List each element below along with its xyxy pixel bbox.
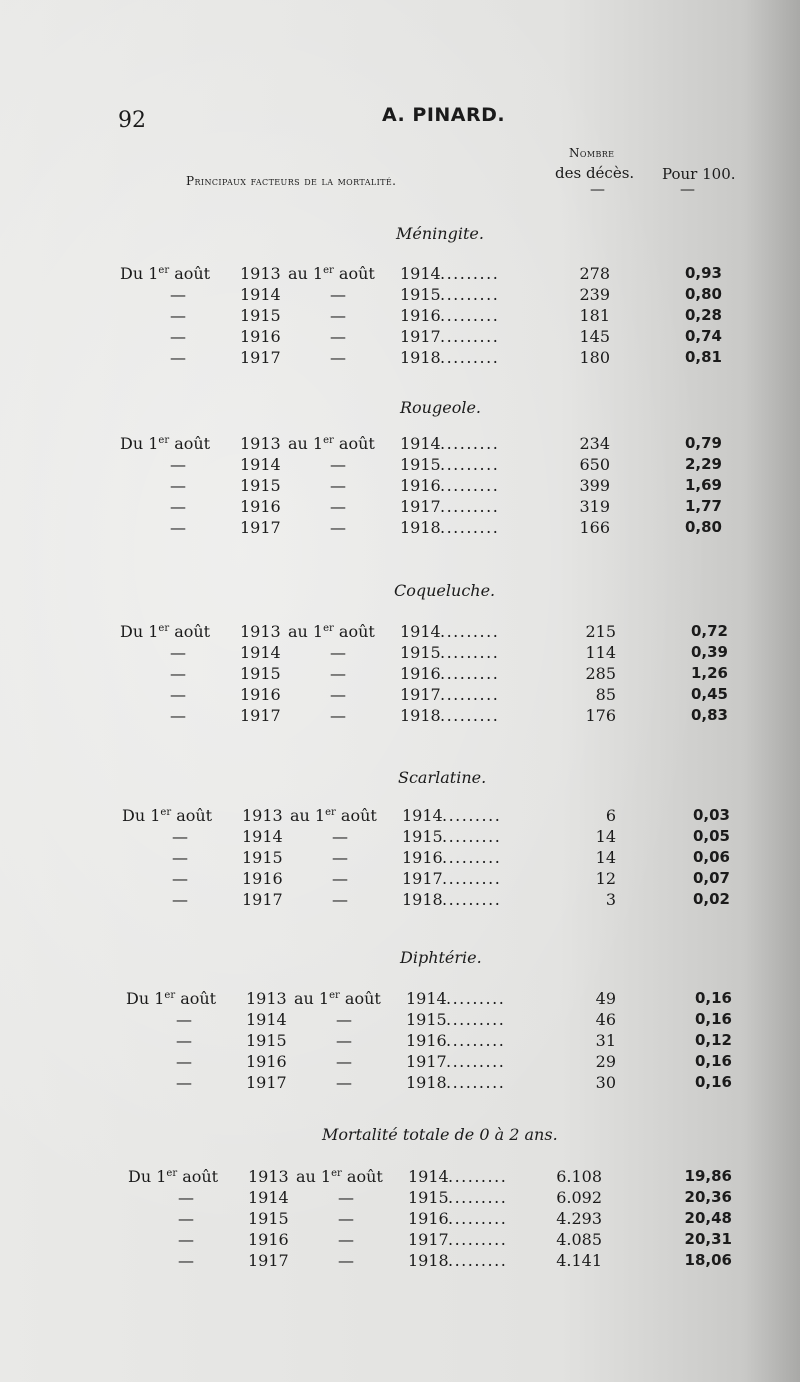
percent-value: 0,83 [690, 706, 728, 724]
dot-leader: ......... [440, 497, 500, 516]
year-from: 1913 [242, 806, 283, 825]
year-from: 1916 [242, 869, 283, 888]
ditto-dash: — [330, 285, 346, 304]
ditto-dash: — [170, 664, 186, 683]
ordinal-sup: er [158, 265, 170, 276]
dot-leader: ......... [446, 1031, 506, 1050]
percent-value: 1,69 [684, 476, 722, 494]
ditto-dash: — [170, 455, 186, 474]
ditto-dash: — [176, 1010, 192, 1029]
year-from: 1917 [248, 1251, 289, 1270]
year-to: 1918 [400, 348, 441, 367]
au-label: au 1 [288, 264, 324, 283]
death-count: 4.141 [556, 1251, 602, 1270]
table-row [0, 455, 800, 477]
percent-value: 0,05 [692, 827, 730, 845]
year-to: 1915 [406, 1010, 447, 1029]
year-from: 1913 [240, 264, 281, 283]
period-start-prefix [128, 1167, 218, 1186]
death-count: 29 [595, 1052, 616, 1071]
table-row [0, 643, 800, 665]
table-row [0, 518, 800, 540]
au-label: au 1 [288, 434, 324, 453]
table-row [0, 706, 800, 728]
year-from: 1916 [240, 497, 281, 516]
ditto-dash: — [332, 869, 348, 888]
year-to: 1915 [400, 455, 441, 474]
ditto-dash: — [172, 890, 188, 909]
ditto-dash: — [332, 848, 348, 867]
dot-leader: ......... [442, 806, 502, 825]
ditto-dash: — [172, 827, 188, 846]
table-row [0, 848, 800, 870]
ditto-dash: — [330, 685, 346, 704]
dot-leader: ......... [446, 1052, 506, 1071]
ditto-dash: — [178, 1230, 194, 1249]
month-label: août [333, 434, 375, 453]
year-to: 1917 [400, 685, 441, 704]
year-to: 1916 [400, 306, 441, 325]
section-title: Scarlatine. [398, 768, 487, 787]
percent-value: 0,45 [690, 685, 728, 703]
percent-value: 1,77 [684, 497, 722, 515]
table-row [0, 306, 800, 328]
death-count: 145 [579, 327, 610, 346]
count-column-header-line2: des décès. [555, 164, 635, 182]
ditto-dash: — [338, 1188, 354, 1207]
percent-value: 0,16 [694, 1073, 732, 1091]
death-count: 278 [579, 264, 610, 283]
ditto-dash: — [338, 1230, 354, 1249]
month-label: août [333, 264, 375, 283]
percent-value: 0,03 [692, 806, 730, 824]
percent-value: 0,80 [684, 285, 722, 303]
period-end-prefix [294, 989, 381, 1008]
year-to: 1918 [402, 890, 443, 909]
dot-leader: ......... [448, 1167, 508, 1186]
year-from: 1914 [240, 643, 281, 662]
death-count: 215 [585, 622, 616, 641]
death-count: 319 [579, 497, 610, 516]
dot-leader: ......... [448, 1188, 508, 1207]
dot-leader: ......... [448, 1251, 508, 1270]
death-count: 285 [585, 664, 616, 683]
dot-leader: ......... [440, 285, 500, 304]
percent-value: 0,28 [684, 306, 722, 324]
death-count: 180 [579, 348, 610, 367]
ditto-dash: — [330, 476, 346, 495]
period-start-prefix [120, 434, 210, 453]
ordinal-sup: er [323, 435, 334, 446]
ditto-dash: — [330, 497, 346, 516]
table-row [0, 1251, 800, 1273]
au-label: au 1 [294, 989, 330, 1008]
percent-value: 0,72 [690, 622, 728, 640]
ditto-dash: — [170, 327, 186, 346]
month-label: août [169, 434, 211, 453]
table-row [0, 622, 800, 644]
year-from: 1916 [248, 1230, 289, 1249]
ditto-dash: — [330, 348, 346, 367]
period-start-prefix [120, 264, 210, 283]
ordinal-sup: er [329, 990, 340, 1001]
au-label: au 1 [296, 1167, 332, 1186]
table-row [0, 1167, 800, 1189]
year-to: 1915 [400, 285, 441, 304]
year-to: 1918 [400, 706, 441, 725]
ditto-dash: — [170, 643, 186, 662]
year-from: 1914 [246, 1010, 287, 1029]
year-to: 1918 [406, 1073, 447, 1092]
ditto-dash: — [176, 1052, 192, 1071]
year-from: 1913 [240, 434, 281, 453]
percent-value: 0,16 [694, 1052, 732, 1070]
count-header-rule: — [590, 180, 605, 198]
ordinal-sup: er [323, 265, 334, 276]
year-from: 1917 [246, 1073, 287, 1092]
dot-leader: ......... [446, 1073, 506, 1092]
table-row [0, 806, 800, 828]
dot-leader: ......... [440, 476, 500, 495]
du-label: Du 1 [128, 1167, 167, 1186]
du-label: Du 1 [120, 264, 159, 283]
period-end-prefix [288, 622, 375, 641]
year-to: 1915 [408, 1188, 449, 1207]
ditto-dash: — [336, 1010, 352, 1029]
year-from: 1917 [240, 518, 281, 537]
year-to: 1914 [400, 434, 441, 453]
death-count: 176 [585, 706, 616, 725]
ditto-dash: — [330, 327, 346, 346]
ditto-dash: — [330, 455, 346, 474]
ditto-dash: — [336, 1031, 352, 1050]
du-label: Du 1 [120, 434, 159, 453]
year-from: 1915 [240, 306, 281, 325]
year-to: 1914 [402, 806, 443, 825]
period-start-prefix [120, 622, 210, 641]
year-to: 1914 [400, 622, 441, 641]
du-label: Du 1 [126, 989, 165, 1008]
ditto-dash: — [170, 306, 186, 325]
year-from: 1917 [240, 706, 281, 725]
ditto-dash: — [338, 1209, 354, 1228]
percent-value: 0,06 [692, 848, 730, 866]
year-from: 1915 [246, 1031, 287, 1050]
percent-value: 0,16 [694, 989, 732, 1007]
dot-leader: ......... [440, 327, 500, 346]
dot-leader: ......... [440, 664, 500, 683]
percent-value: 20,48 [684, 1209, 732, 1227]
percent-value: 20,31 [684, 1230, 732, 1248]
percent-value: 0,12 [694, 1031, 732, 1049]
month-label: août [171, 806, 213, 825]
percent-value: 0,02 [692, 890, 730, 908]
ditto-dash: — [332, 827, 348, 846]
ditto-dash: — [170, 706, 186, 725]
percent-value: 20,36 [684, 1188, 732, 1206]
count-column-header-line1: Nombre [569, 146, 615, 160]
table-row [0, 869, 800, 891]
percent-value: 0,79 [684, 434, 722, 452]
percent-value: 0,74 [684, 327, 722, 345]
page-number: 92 [118, 108, 146, 133]
death-count: 49 [595, 989, 616, 1008]
year-from: 1915 [240, 664, 281, 683]
percent-value: 19,86 [684, 1167, 732, 1185]
period-end-prefix [288, 434, 375, 453]
year-from: 1916 [246, 1052, 287, 1071]
year-to: 1918 [400, 518, 441, 537]
month-label: août [339, 989, 381, 1008]
year-to: 1916 [406, 1031, 447, 1050]
year-to: 1916 [400, 664, 441, 683]
dot-leader: ......... [440, 643, 500, 662]
year-from: 1916 [240, 327, 281, 346]
running-head: A. PINARD. [382, 104, 506, 126]
section-title: Diphtérie. [400, 948, 482, 967]
percent-value: 0,16 [694, 1010, 732, 1028]
table-row [0, 497, 800, 519]
percent-value: 2,29 [684, 455, 722, 473]
death-count: 6 [605, 806, 616, 825]
ditto-dash: — [178, 1188, 194, 1207]
year-from: 1915 [242, 848, 283, 867]
year-to: 1917 [400, 497, 441, 516]
year-from: 1915 [248, 1209, 289, 1228]
year-from: 1913 [246, 989, 287, 1008]
table-row [0, 434, 800, 456]
death-count: 12 [595, 869, 616, 888]
ordinal-sup: er [323, 623, 334, 634]
year-from: 1917 [240, 348, 281, 367]
dot-leader: ......... [440, 348, 500, 367]
death-count: 3 [605, 890, 616, 909]
ordinal-sup: er [164, 990, 176, 1001]
dot-leader: ......... [442, 869, 502, 888]
dot-leader: ......... [440, 434, 500, 453]
year-to: 1917 [406, 1052, 447, 1071]
table-row [0, 1188, 800, 1210]
ditto-dash: — [170, 285, 186, 304]
ditto-dash: — [338, 1251, 354, 1270]
death-count: 166 [579, 518, 610, 537]
year-to: 1917 [402, 869, 443, 888]
percent-value: 0,39 [690, 643, 728, 661]
ditto-dash: — [178, 1209, 194, 1228]
year-to: 1918 [408, 1251, 449, 1270]
death-count: 650 [579, 455, 610, 474]
table-row [0, 1073, 800, 1095]
table-row [0, 1052, 800, 1074]
percent-value: 0,07 [692, 869, 730, 887]
dot-leader: ......... [442, 890, 502, 909]
dot-leader: ......... [448, 1209, 508, 1228]
period-end-prefix [288, 264, 375, 283]
month-label: août [335, 806, 377, 825]
death-count: 234 [579, 434, 610, 453]
year-from: 1914 [248, 1188, 289, 1207]
month-label: août [169, 622, 211, 641]
section-title: Rougeole. [400, 398, 481, 417]
ditto-dash: — [330, 643, 346, 662]
ditto-dash: — [170, 348, 186, 367]
year-from: 1913 [248, 1167, 289, 1186]
ditto-dash: — [170, 476, 186, 495]
month-label: août [341, 1167, 383, 1186]
month-label: août [333, 622, 375, 641]
table-row [0, 1209, 800, 1231]
year-to: 1914 [408, 1167, 449, 1186]
death-count: 46 [595, 1010, 616, 1029]
death-count: 14 [595, 848, 616, 867]
death-count: 31 [595, 1031, 616, 1050]
percent-value: 0,80 [684, 518, 722, 536]
table-row [0, 1031, 800, 1053]
death-count: 4.293 [556, 1209, 602, 1228]
dot-leader: ......... [446, 1010, 506, 1029]
ditto-dash: — [170, 497, 186, 516]
table-row [0, 327, 800, 349]
percent-value: 0,81 [684, 348, 722, 366]
table-row [0, 664, 800, 686]
section-title: Méningite. [396, 224, 484, 243]
ditto-dash: — [172, 869, 188, 888]
year-to: 1915 [400, 643, 441, 662]
percent-header-rule: — [680, 180, 695, 198]
percent-column-header: Pour 100. [662, 165, 736, 183]
year-to: 1914 [400, 264, 441, 283]
dot-leader: ......... [448, 1230, 508, 1249]
month-label: août [177, 1167, 219, 1186]
death-count: 181 [579, 306, 610, 325]
ordinal-sup: er [160, 807, 172, 818]
ordinal-sup: er [325, 807, 336, 818]
ditto-dash: — [172, 848, 188, 867]
table-row [0, 264, 800, 286]
table-row [0, 1230, 800, 1252]
au-label: au 1 [288, 622, 324, 641]
table-row [0, 685, 800, 707]
year-to: 1917 [408, 1230, 449, 1249]
year-to: 1914 [406, 989, 447, 1008]
dot-leader: ......... [440, 306, 500, 325]
table-row [0, 348, 800, 370]
death-count: 30 [595, 1073, 616, 1092]
year-to: 1915 [402, 827, 443, 846]
ordinal-sup: er [158, 623, 170, 634]
ditto-dash: — [332, 890, 348, 909]
year-to: 1916 [408, 1209, 449, 1228]
death-count: 85 [595, 685, 616, 704]
ordinal-sup: er [331, 1168, 342, 1179]
table-row [0, 890, 800, 912]
dot-leader: ......... [442, 827, 502, 846]
ditto-dash: — [170, 685, 186, 704]
du-label: Du 1 [122, 806, 161, 825]
dot-leader: ......... [440, 518, 500, 537]
year-from: 1913 [240, 622, 281, 641]
dot-leader: ......... [446, 989, 506, 1008]
year-to: 1917 [400, 327, 441, 346]
ditto-dash: — [176, 1073, 192, 1092]
percent-value: 1,26 [690, 664, 728, 682]
ditto-dash: — [330, 664, 346, 683]
year-from: 1914 [240, 455, 281, 474]
au-label: au 1 [290, 806, 326, 825]
ordinal-sup: er [166, 1168, 178, 1179]
death-count: 6.108 [556, 1167, 602, 1186]
table-title: Principaux facteurs de la mortalité. [186, 174, 397, 188]
dot-leader: ......... [440, 455, 500, 474]
dot-leader: ......... [440, 706, 500, 725]
table-row [0, 827, 800, 849]
dot-leader: ......... [442, 848, 502, 867]
section-title: Mortalité totale de 0 à 2 ans. [322, 1125, 558, 1144]
table-row [0, 285, 800, 307]
ordinal-sup: er [158, 435, 170, 446]
table-row [0, 1010, 800, 1032]
death-count: 239 [579, 285, 610, 304]
month-label: août [175, 989, 217, 1008]
period-end-prefix [290, 806, 377, 825]
ditto-dash: — [330, 706, 346, 725]
ditto-dash: — [336, 1073, 352, 1092]
ditto-dash: — [176, 1031, 192, 1050]
ditto-dash: — [170, 518, 186, 537]
dot-leader: ......... [440, 622, 500, 641]
year-from: 1914 [240, 285, 281, 304]
year-from: 1915 [240, 476, 281, 495]
year-from: 1914 [242, 827, 283, 846]
death-count: 4.085 [556, 1230, 602, 1249]
ditto-dash: — [330, 518, 346, 537]
death-count: 399 [579, 476, 610, 495]
section-title: Coqueluche. [394, 581, 496, 600]
ditto-dash: — [336, 1052, 352, 1071]
period-start-prefix [126, 989, 216, 1008]
death-count: 6.092 [556, 1188, 602, 1207]
year-to: 1916 [400, 476, 441, 495]
year-to: 1916 [402, 848, 443, 867]
dot-leader: ......... [440, 685, 500, 704]
du-label: Du 1 [120, 622, 159, 641]
period-end-prefix [296, 1167, 383, 1186]
percent-value: 0,93 [684, 264, 722, 282]
percent-value: 18,06 [684, 1251, 732, 1269]
year-from: 1916 [240, 685, 281, 704]
death-count: 114 [585, 643, 616, 662]
ditto-dash: — [330, 306, 346, 325]
death-count: 14 [595, 827, 616, 846]
year-from: 1917 [242, 890, 283, 909]
dot-leader: ......... [440, 264, 500, 283]
month-label: août [169, 264, 211, 283]
period-start-prefix [122, 806, 212, 825]
table-row [0, 989, 800, 1011]
table-row [0, 476, 800, 498]
ditto-dash: — [178, 1251, 194, 1270]
